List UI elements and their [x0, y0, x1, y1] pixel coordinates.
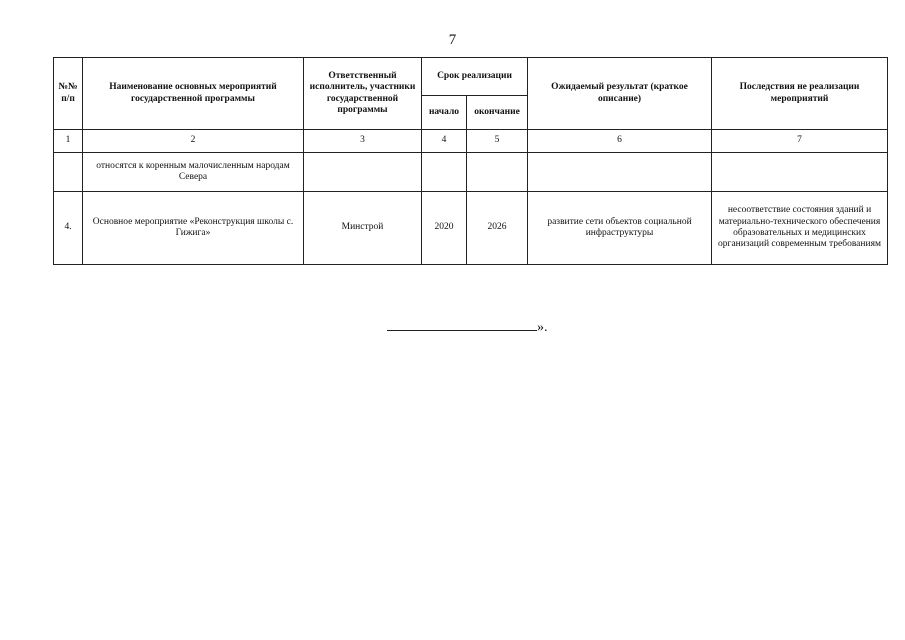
header-result: Ожидаемый результат (краткое описание): [528, 58, 712, 130]
cell-name: Основное мероприятие «Реконструкция школы с. Гижига»: [83, 192, 304, 265]
column-numbers-row: [54, 130, 888, 153]
column-number: 7: [712, 130, 888, 153]
table-row: [54, 153, 888, 192]
cell-name: относятся к коренным малочисленным народам Севера: [83, 153, 304, 192]
cell-consequences: [712, 153, 888, 192]
cell-num: [54, 153, 83, 192]
header-num: №№ п/п: [54, 58, 83, 130]
column-number: 2: [83, 130, 304, 153]
cell-start: [422, 153, 467, 192]
cell-executor: Минстрой: [304, 192, 422, 265]
cell-result: [528, 153, 712, 192]
header-name: Наименование основных мероприятий государственной программы: [83, 58, 304, 130]
column-number: 6: [528, 130, 712, 153]
signature-underline: [387, 318, 537, 331]
header-start: начало: [422, 96, 467, 130]
cell-executor: [304, 153, 422, 192]
header-term: Срок реализации: [422, 58, 528, 96]
column-number: 3: [304, 130, 422, 153]
program-activities-table: [53, 57, 888, 265]
cell-num: 4.: [54, 192, 83, 265]
column-number: 4: [422, 130, 467, 153]
cell-end: 2026: [467, 192, 528, 265]
cell-end: [467, 153, 528, 192]
table-header-row: [54, 58, 888, 96]
header-end: окончание: [467, 96, 528, 130]
column-number: 5: [467, 130, 528, 153]
cell-result: развитие сети объектов социальной инфраструктуры: [528, 192, 712, 265]
page-number: 7: [448, 32, 457, 48]
cell-start: 2020: [422, 192, 467, 265]
cell-consequences: несоответствие состояния зданий и материально-технического обеспечения образовательных и медицинских организаций современным требованиям: [712, 192, 888, 265]
closing-quote: ».: [537, 320, 548, 335]
header-executor: Ответственный исполнитель, участники государственной программы: [304, 58, 422, 130]
column-number: 1: [54, 130, 83, 153]
header-consequences: Последствия не реализации мероприятий: [712, 58, 888, 130]
table-row: [54, 192, 888, 265]
closing-line: [387, 318, 548, 336]
